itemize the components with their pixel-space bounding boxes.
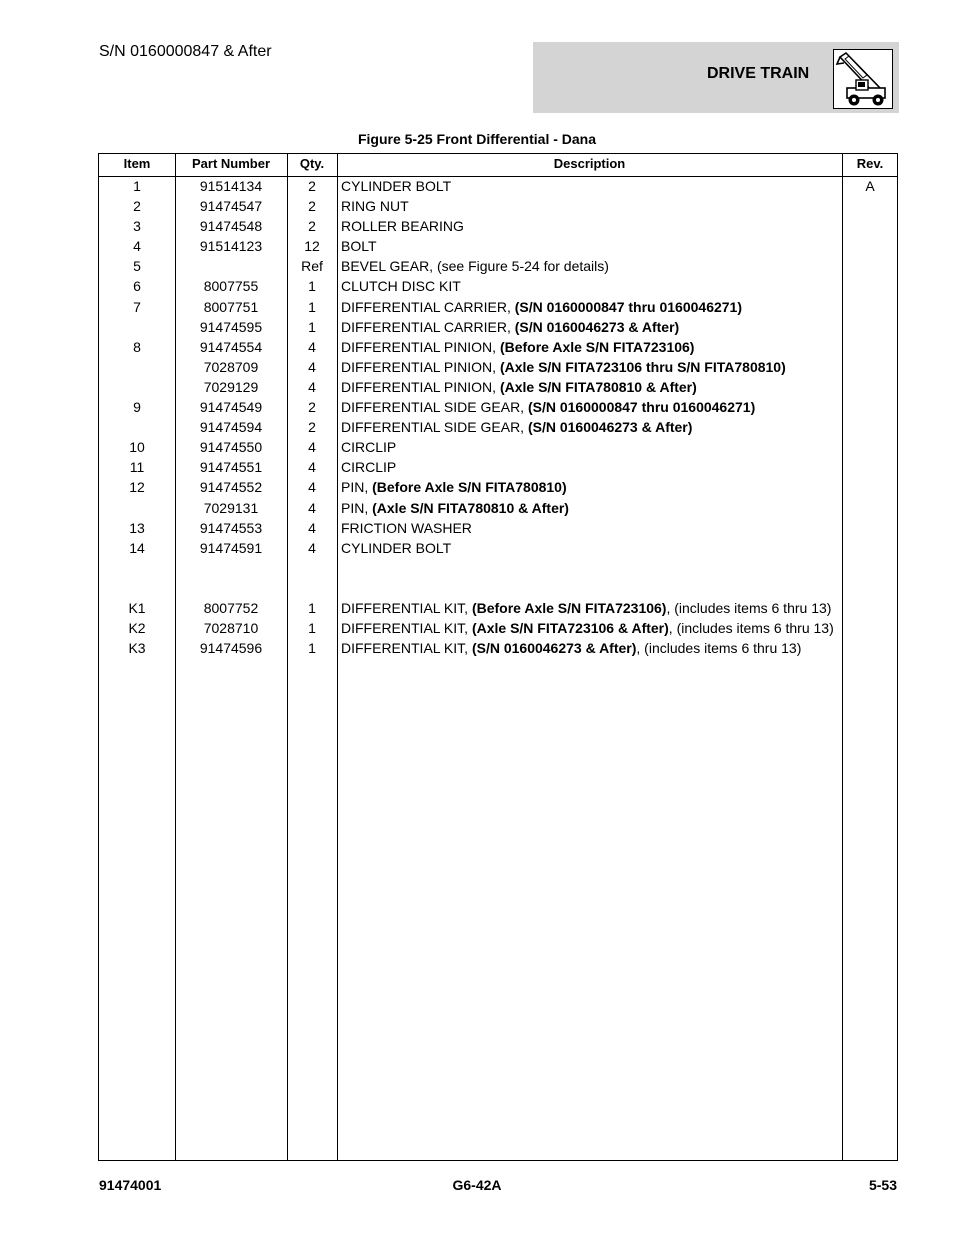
footer-document-number: 91474001 — [99, 1177, 162, 1193]
parts-table — [98, 153, 898, 1161]
description-text: DIFFERENTIAL PINION, — [341, 338, 500, 355]
qty-cell: 1 — [308, 298, 316, 315]
description-cell — [341, 638, 841, 658]
qty-cell: 4 — [308, 459, 316, 476]
description-text: DIFFERENTIAL CARRIER, — [341, 298, 515, 315]
description-cell — [341, 297, 841, 317]
item-cell: K2 — [128, 620, 146, 637]
item-cell: 5 — [133, 258, 141, 275]
description-cell — [341, 477, 841, 497]
description-serial-qualifier: (S/N 0160046273 & After) — [527, 419, 693, 436]
qty-cell: 4 — [308, 378, 316, 395]
item-cell: 14 — [129, 539, 145, 556]
column-header-rev: Rev. — [856, 156, 884, 171]
item-cell: 12 — [129, 479, 145, 496]
part-number-cell: 8007751 — [203, 298, 259, 315]
part-number-cell: 91514123 — [199, 238, 263, 255]
description-note: , (includes items 6 thru 13) — [636, 640, 802, 657]
description-serial-qualifier: (Before Axle S/N FITA723106) — [499, 338, 695, 355]
description-text: RING NUT — [341, 198, 409, 215]
part-number-cell: 91474549 — [199, 399, 263, 416]
table-row — [99, 317, 897, 337]
qty-cell: 1 — [308, 278, 316, 295]
description-note: , (includes items 6 thru 13) — [666, 599, 832, 616]
table-row — [99, 477, 897, 497]
description-text: BOLT — [341, 238, 377, 255]
qty-cell: 4 — [308, 539, 316, 556]
item-cell: 7 — [133, 298, 141, 315]
description-serial-qualifier: (Axle S/N FITA780810 & After) — [499, 378, 697, 395]
column-header-item: Item — [123, 156, 151, 171]
part-number-cell: 91474591 — [199, 539, 263, 556]
table-row — [99, 377, 897, 397]
description-serial-qualifier: (Before Axle S/N FITA780810) — [372, 479, 567, 496]
table-row — [99, 457, 897, 477]
parts-rows — [99, 176, 897, 658]
part-number-cell: 91474550 — [199, 439, 263, 456]
table-row — [99, 598, 897, 618]
table-row — [99, 297, 897, 317]
item-cell: 4 — [133, 238, 141, 255]
qty-cell: 1 — [308, 318, 316, 335]
item-cell: 11 — [129, 459, 145, 476]
part-number-cell: 8007752 — [203, 599, 259, 616]
description-text: DIFFERENTIAL KIT, — [341, 599, 472, 616]
table-row — [99, 256, 897, 276]
description-cell — [341, 538, 841, 558]
part-number-cell: 91474551 — [199, 459, 263, 476]
section-title: DRIVE TRAIN — [707, 65, 810, 82]
description-cell — [341, 256, 841, 276]
table-row — [99, 638, 897, 658]
description-note: , (includes items 6 thru 13) — [668, 620, 834, 637]
description-serial-qualifier: (S/N 0160046273 & After) — [514, 318, 680, 335]
item-cell: 3 — [133, 218, 141, 235]
part-number-cell: 91474596 — [199, 640, 263, 657]
description-serial-qualifier: (S/N 0160000847 thru 0160046271) — [514, 298, 743, 315]
description-serial-qualifier: (S/N 0160000847 thru 0160046271) — [527, 399, 756, 416]
description-cell — [341, 498, 841, 518]
table-row — [99, 357, 897, 377]
description-serial-qualifier: (Axle S/N FITA780810 & After) — [372, 499, 569, 516]
description-text: BEVEL GEAR, (see Figure 5-24 for details) — [341, 258, 609, 275]
description-text: CLUTCH DISC KIT — [341, 278, 461, 295]
table-row — [99, 518, 897, 538]
qty-cell: 1 — [308, 599, 316, 616]
description-cell — [341, 196, 841, 216]
qty-cell: 2 — [308, 218, 316, 235]
qty-cell: 1 — [308, 620, 316, 637]
description-text: CIRCLIP — [341, 439, 397, 456]
description-cell — [341, 598, 841, 618]
column-header-qty: Qty. — [299, 156, 325, 171]
description-cell — [341, 437, 841, 457]
table-row — [99, 196, 897, 216]
part-number-cell: 91514134 — [199, 178, 263, 194]
description-cell — [341, 216, 841, 236]
part-number-cell: 7029129 — [203, 378, 259, 395]
description-text: DIFFERENTIAL KIT, — [341, 640, 472, 657]
description-cell — [341, 397, 841, 417]
table-row — [99, 337, 897, 357]
description-text: CYLINDER BOLT — [341, 539, 452, 556]
qty-cell: 2 — [308, 419, 316, 436]
description-cell — [341, 457, 841, 477]
table-row — [99, 618, 897, 638]
table-row — [99, 176, 897, 196]
table-row — [99, 558, 897, 578]
qty-cell: 12 — [304, 238, 320, 255]
part-number-cell: 91474548 — [199, 218, 263, 235]
qty-cell: 4 — [308, 338, 316, 355]
description-text: PIN, — [341, 479, 373, 496]
qty-cell: 4 — [308, 358, 316, 375]
description-cell — [341, 276, 841, 296]
table-row — [99, 417, 897, 437]
description-cell — [341, 317, 841, 337]
footer-page-number: 5-53 — [868, 1177, 897, 1193]
qty-cell: Ref — [301, 258, 323, 275]
qty-cell: 4 — [308, 439, 316, 456]
table-row — [99, 276, 897, 296]
description-cell — [341, 618, 841, 638]
description-text: DIFFERENTIAL SIDE GEAR, — [341, 399, 528, 416]
part-number-cell: 7028710 — [203, 620, 259, 637]
qty-cell: 4 — [308, 519, 316, 536]
qty-cell: 2 — [308, 198, 316, 215]
table-row — [99, 216, 897, 236]
description-serial-qualifier: (Axle S/N FITA723106 thru S/N FITA780810) — [499, 358, 786, 375]
description-cell — [341, 236, 841, 256]
part-number-cell: 91474552 — [199, 479, 263, 496]
item-cell: K1 — [128, 599, 146, 616]
description-cell — [341, 357, 841, 377]
qty-cell: 2 — [308, 399, 316, 416]
description-text: DIFFERENTIAL PINION, — [341, 358, 500, 375]
description-cell — [341, 518, 841, 538]
item-cell: 13 — [129, 519, 145, 536]
column-header-part-number: Part Number — [191, 156, 271, 171]
table-row — [99, 397, 897, 417]
description-cell — [341, 377, 841, 397]
description-text: ROLLER BEARING — [341, 218, 464, 235]
description-text: FRICTION WASHER — [341, 519, 472, 536]
item-cell: 6 — [133, 278, 141, 295]
description-serial-qualifier: (Axle S/N FITA723106 & After) — [471, 620, 669, 637]
part-number-cell: 91474554 — [199, 338, 263, 355]
column-header-description: Description — [553, 156, 626, 171]
description-text: DIFFERENTIAL CARRIER, — [341, 318, 515, 335]
part-number-cell: 91474595 — [199, 318, 263, 335]
part-number-cell: 8007755 — [203, 278, 259, 295]
table-row — [99, 538, 897, 558]
description-serial-qualifier: (S/N 0160046273 & After) — [471, 640, 637, 657]
description-serial-qualifier: (Before Axle S/N FITA723106) — [471, 599, 667, 616]
telehandler-icon — [833, 49, 893, 109]
figure-title: Figure 5-25 Front Differential - Dana — [357, 131, 597, 147]
qty-cell: 1 — [308, 640, 316, 657]
description-text: PIN, — [341, 499, 373, 516]
description-text: CIRCLIP — [341, 459, 397, 476]
footer-model: G6-42A — [452, 1177, 502, 1193]
qty-cell: 2 — [308, 178, 316, 194]
description-cell — [341, 176, 841, 196]
table-row — [99, 498, 897, 518]
table-row — [99, 236, 897, 256]
part-number-cell: 91474594 — [199, 419, 263, 436]
item-cell: 2 — [133, 198, 141, 215]
table-row — [99, 578, 897, 598]
description-text: DIFFERENTIAL KIT, — [341, 620, 472, 637]
description-cell — [341, 417, 841, 437]
part-number-cell: 91474553 — [199, 519, 263, 536]
description-cell — [341, 337, 841, 357]
item-cell: 9 — [133, 399, 141, 416]
part-number-cell: 91474547 — [199, 198, 263, 215]
rev-cell: A — [865, 178, 875, 194]
qty-cell: 4 — [308, 479, 316, 496]
description-text: CYLINDER BOLT — [341, 178, 452, 194]
part-number-cell: 7028709 — [203, 358, 259, 375]
item-cell: 1 — [133, 178, 141, 194]
item-cell: 10 — [129, 439, 145, 456]
table-row — [99, 437, 897, 457]
description-text: DIFFERENTIAL SIDE GEAR, — [341, 419, 528, 436]
qty-cell: 4 — [308, 499, 316, 516]
part-number-cell: 7029131 — [203, 499, 259, 516]
description-text: DIFFERENTIAL PINION, — [341, 378, 500, 395]
serial-range: S/N 0160000847 & After — [99, 43, 272, 60]
item-cell: K3 — [128, 640, 146, 657]
item-cell: 8 — [133, 338, 141, 355]
